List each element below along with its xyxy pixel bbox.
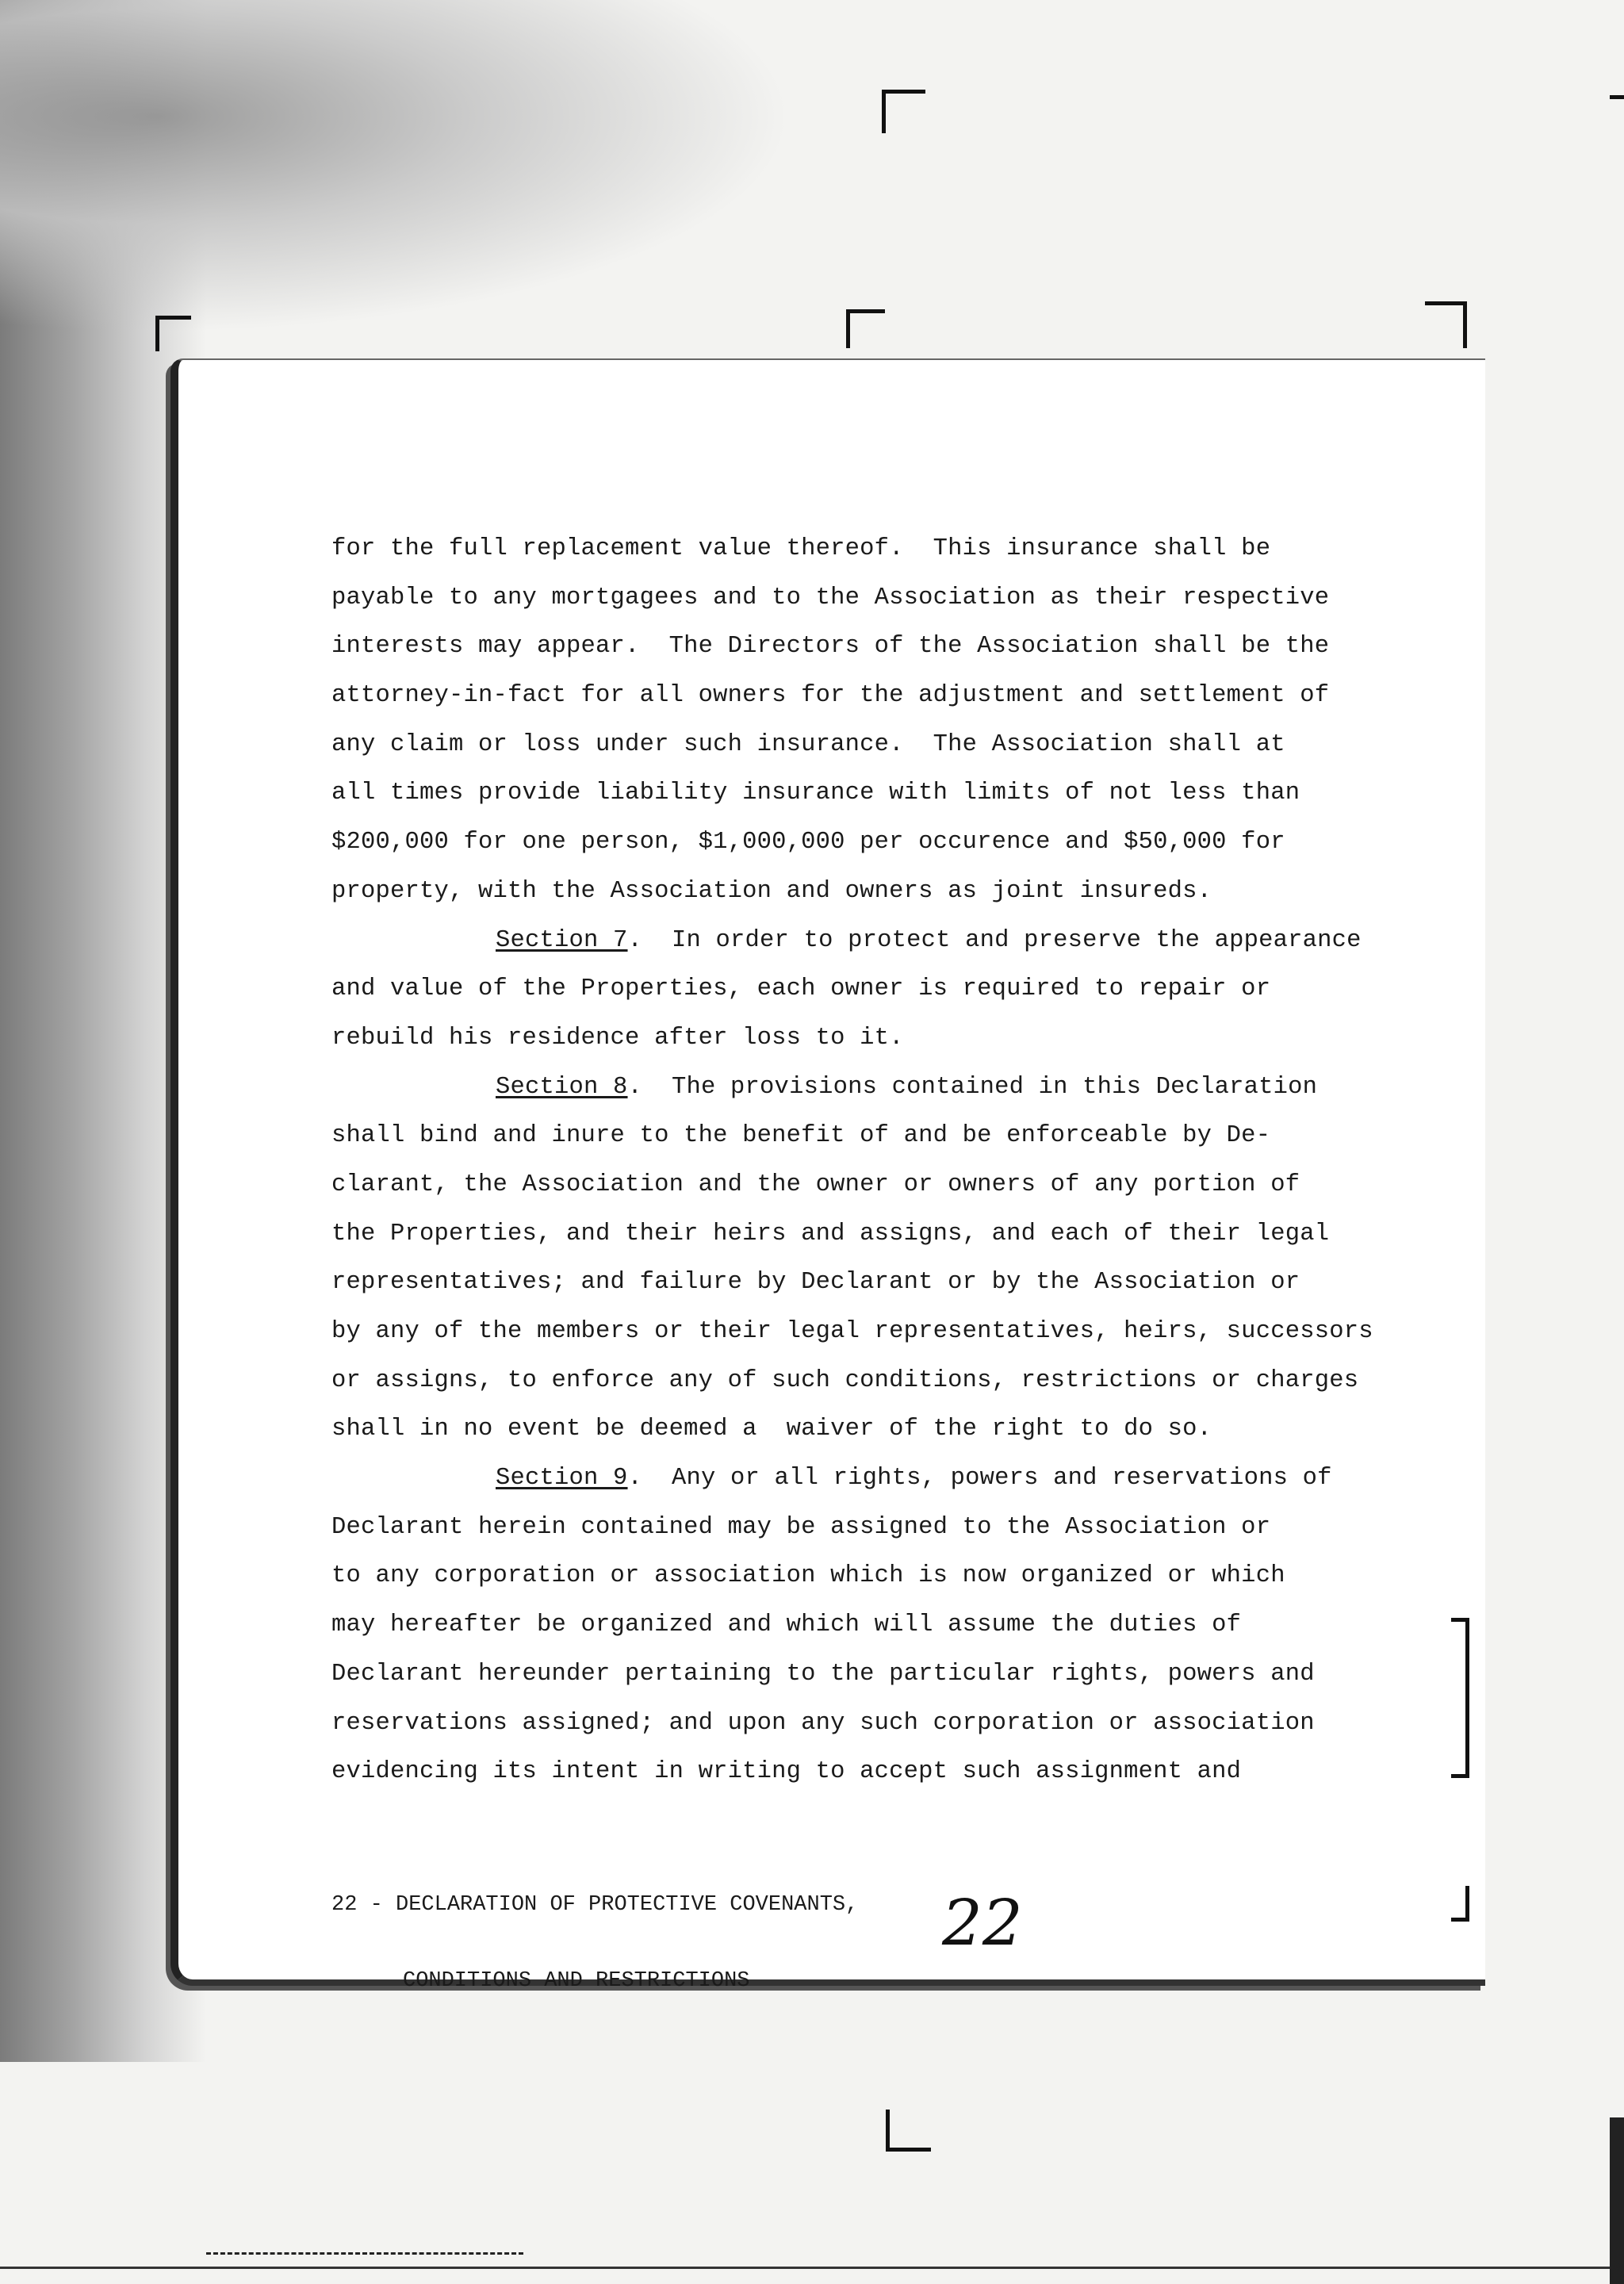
crop-mark: [886, 2110, 931, 2152]
text-line: reservations assigned; and upon any such corporation or association: [331, 1709, 1315, 1737]
scan-edge-bar: [1610, 2117, 1624, 2284]
crop-mark: [1425, 301, 1467, 348]
text-line: Declarant hereunder pertaining to the particular rights, powers and: [331, 1660, 1315, 1688]
text-line: or assigns, to enforce any of such conditions, restrictions or charges: [331, 1366, 1359, 1394]
text-line: representatives; and failure by Declarant or by the Association or: [331, 1269, 1300, 1297]
text-line: rebuild his residence after loss to it.: [331, 1024, 904, 1052]
section-9-first-line: [331, 1454, 1426, 1504]
text-line: clarant, the Association and the owner or owners of any portion of: [331, 1171, 1300, 1198]
scan-shadow-top: [0, 0, 793, 333]
text-line: any claim or loss under such insurance. The Association shall at: [331, 730, 1285, 758]
margin-bracket: [1451, 1618, 1469, 1778]
margin-bracket: [1451, 1886, 1469, 1922]
text-line: to any corporation or association which is now organized or which: [331, 1562, 1285, 1590]
section-7-label: Section 7: [496, 926, 628, 954]
scan-artifact: [206, 2244, 523, 2255]
section-7-first-line: [331, 917, 1426, 966]
text-line: property, with the Association and owners as joint insureds.: [331, 877, 1212, 905]
section-9-label: Section 9: [496, 1465, 628, 1493]
document-body: [331, 525, 1426, 1797]
section-8-label: Section 8: [496, 1073, 628, 1101]
edge-mark: [1610, 95, 1624, 99]
text-line: shall in no event be deemed a waiver of the right to do so.: [331, 1416, 1212, 1443]
footer-subtitle: CONDITIONS AND RESTRICTIONS: [403, 1969, 750, 1993]
text-line: all times provide liability insurance with limits of not less than: [331, 780, 1300, 807]
text-line: attorney-in-fact for all owners for the adjustment and settlement of: [331, 682, 1330, 710]
text-line: $200,000 for one person, $1,000,000 per occurence and $50,000 for: [331, 829, 1285, 856]
text-line: interests may appear. The Directors of the Association shall be the: [331, 633, 1330, 661]
crop-mark: [846, 309, 885, 348]
handwritten-page-number: 22: [942, 1886, 1023, 1960]
section-8-first-line: [331, 1063, 1426, 1113]
text-fragment: . In order to protect and preserve the appearance: [627, 926, 1362, 954]
crop-mark: [882, 90, 925, 133]
text-line: evidencing its intent in writing to accept such assignment and: [331, 1758, 1242, 1786]
text-fragment: . Any or all rights, powers and reservations of: [627, 1465, 1332, 1493]
footer-title: 22 - DECLARATION OF PROTECTIVE COVENANTS,: [331, 1893, 859, 1917]
text-line: payable to any mortgagees and to the Association as their respective: [331, 584, 1330, 611]
page-footer: [331, 1841, 858, 2019]
text-fragment: . The provisions contained in this Declaration: [627, 1073, 1318, 1101]
text-line: shall bind and inure to the benefit of and be enforceable by De-: [331, 1122, 1271, 1150]
crop-mark: [155, 316, 191, 351]
text-line: Declarant herein contained may be assigned to the Association or: [331, 1513, 1271, 1541]
scan-edge-line: [0, 2267, 1624, 2269]
text-line: and value of the Properties, each owner is required to repair or: [331, 975, 1271, 1003]
text-line: the Properties, and their heirs and assigns, and each of their legal: [331, 1220, 1330, 1247]
text-line: by any of the members or their legal representatives, heirs, successors: [331, 1318, 1373, 1345]
text-line: for the full replacement value thereof. This insurance shall be: [331, 535, 1271, 562]
text-line: may hereafter be organized and which will assume the duties of: [331, 1611, 1242, 1639]
